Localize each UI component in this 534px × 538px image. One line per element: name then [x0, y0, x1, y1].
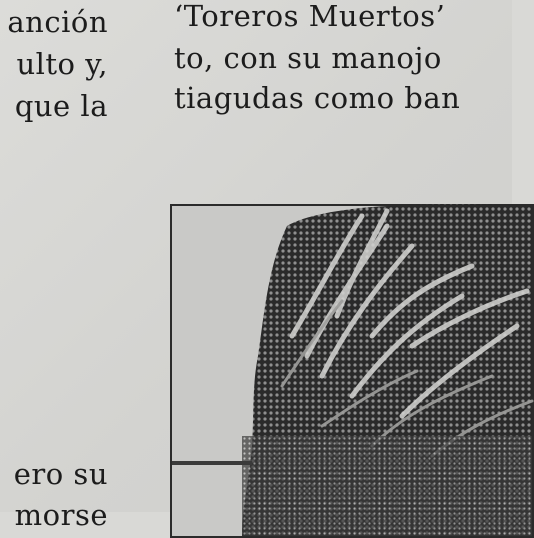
left-line-5: morse — [14, 498, 108, 532]
left-line-2: ulto y, — [16, 47, 108, 81]
right-line-2: to, con su manojo — [174, 41, 442, 75]
photo-art — [172, 206, 532, 536]
photo-figure-icon — [170, 204, 534, 538]
right-line-3: tiagudas como ban — [174, 81, 461, 115]
right-line-1: ‘Toreros Muertos’ — [174, 0, 446, 33]
left-line-3: que la — [14, 89, 108, 123]
left-line-4: ero su — [13, 457, 108, 491]
left-line-1: anción — [7, 5, 108, 39]
